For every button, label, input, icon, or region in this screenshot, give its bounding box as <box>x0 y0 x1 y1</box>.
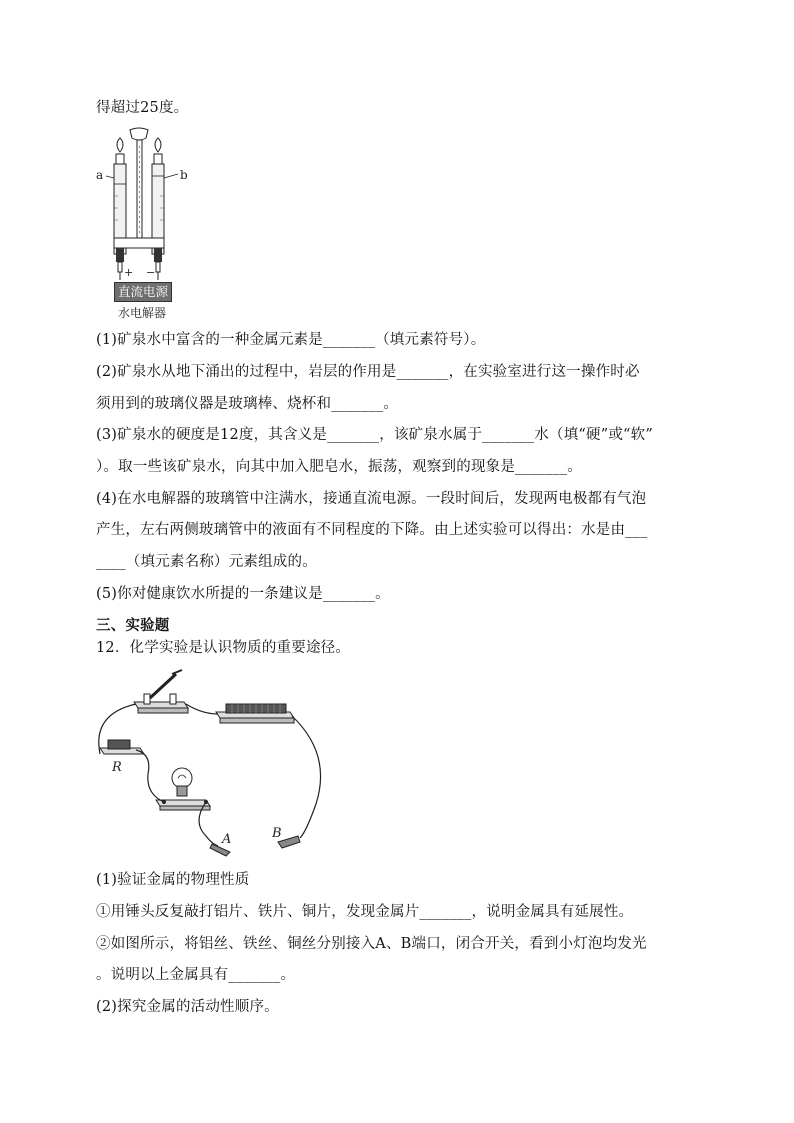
label-b: b <box>180 168 188 182</box>
subquestion-1-part-b-line-1: ②如图所示，将铝丝、铁丝、铜丝分别接入A、B端口，闭合开关，看到小灯泡均发光 <box>96 936 647 952</box>
label-a: a <box>96 168 104 182</box>
subquestion-1-part-b-line-2: 。说明以上金属具有_______。 <box>96 967 296 983</box>
circuit-figure <box>92 664 332 864</box>
question-4-line-1: (4)在水电解器的玻璃管中注满水，接通直流电源。一段时间后，发现两电极都有气泡 <box>96 491 647 507</box>
dc-power-supply-label: 直流电源 <box>114 282 172 302</box>
question-2-line-2: 须用到的玻璃仪器是玻璃棒、烧杯和_______。 <box>96 396 399 412</box>
question-1: (1)矿泉水中富含的一种金属元素是_______（填元素符号）。 <box>96 332 486 348</box>
clip-b-label: B <box>272 826 282 841</box>
clip-a-label: A <box>222 832 232 847</box>
question-4-line-3: ____（填元素名称）元素组成的。 <box>96 554 317 570</box>
question-2-line-1: (2)矿泉水从地下涌出的过程中，岩层的作用是_______，在实验室进行这一操作时必 <box>96 364 640 380</box>
section-title: 三、实验题 <box>96 617 170 634</box>
question-5: (5)你对健康饮水所提的一条建议是_______。 <box>96 586 390 602</box>
water-electrolyzer-figure <box>92 126 202 286</box>
plus-terminal-label: + <box>124 266 134 279</box>
question-3-line-2: ）。取一些该矿泉水，向其中加入肥皂水，振荡，观察到的现象是_______。 <box>96 459 582 475</box>
text-line: 得超过25度。 <box>96 100 189 116</box>
subquestion-1: (1)验证金属的物理性质 <box>96 872 250 888</box>
question-12-stem: 12．化学实验是认识物质的重要途径。 <box>96 640 351 656</box>
question-3-line-1: (3)矿泉水的硬度是12度，其含义是_______，该矿泉水属于_______水（填“硬”或“软” <box>96 427 653 443</box>
subquestion-1-part-a: ①用锤头反复敲打铝片、铁片、铜片，发现金属片_______，说明金属具有延展性。 <box>96 904 634 920</box>
question-4-line-2: 产生，左右两侧玻璃管中的液面有不同程度的下降。由上述实验可以得出：水是由___ <box>96 522 648 538</box>
figure-caption: 水电解器 <box>118 306 167 320</box>
minus-terminal-label: − <box>146 266 156 279</box>
subquestion-2: (2)探究金属的活动性顺序。 <box>96 999 279 1015</box>
label-r: R <box>112 760 122 775</box>
